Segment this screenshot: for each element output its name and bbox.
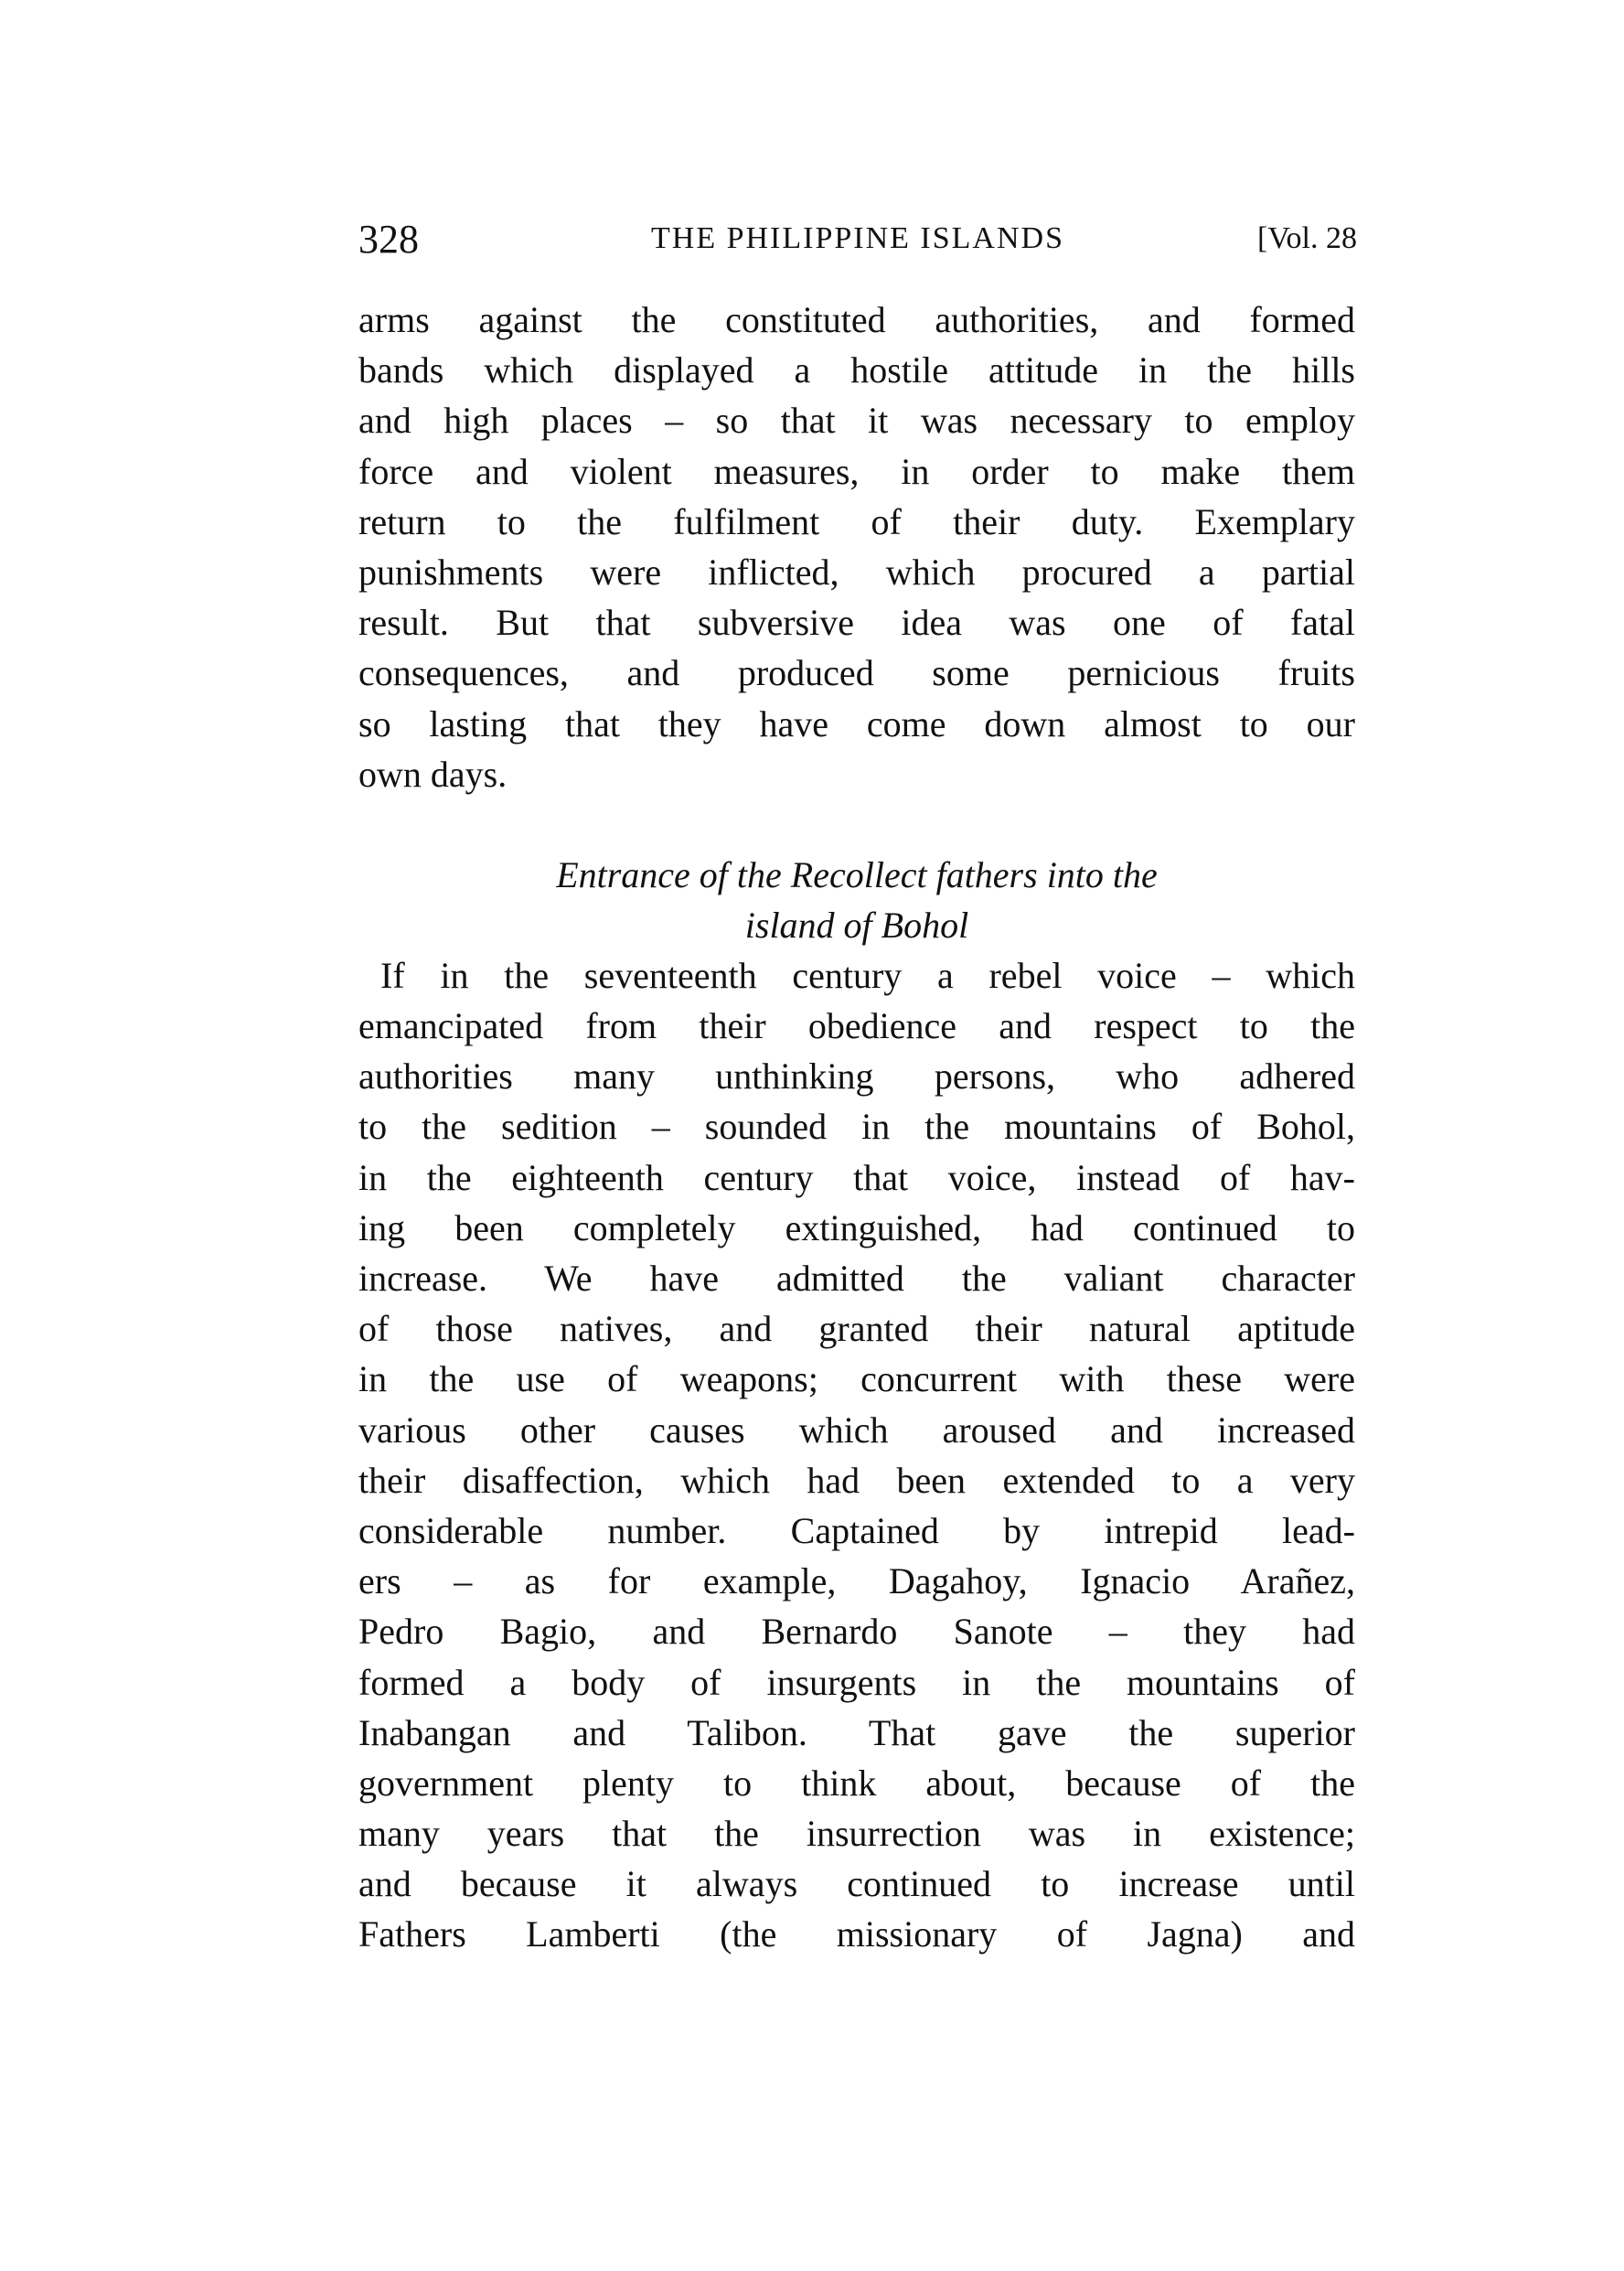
- text-line: Fathers Lamberti (the missionary of Jagna) and: [358, 1913, 1355, 1955]
- section-heading-line-1: Entrance of the Recollect fathers into the: [556, 853, 1158, 895]
- text-line: and because it always continued to increase until: [358, 1863, 1355, 1905]
- text-line: own days.: [358, 753, 508, 795]
- text-line: their disaffection, which had been extended to a very: [358, 1459, 1355, 1501]
- text-line: considerable number. Captained by intrepid lead-: [358, 1509, 1355, 1551]
- text-line: and high places – so that it was necessary to employ: [358, 400, 1355, 442]
- text-line: Inabangan and Talibon. That gave the superior: [358, 1711, 1355, 1753]
- paragraph-1: [358, 295, 1355, 799]
- page-body: [358, 295, 1355, 1960]
- text-line: bands which displayed a hostile attitude in the hills: [358, 349, 1355, 391]
- running-header: [358, 216, 1357, 271]
- text-line: many years that the insurrection was in existence;: [358, 1813, 1355, 1855]
- text-line: formed a body of insurgents in the mountains of: [358, 1661, 1355, 1703]
- text-line: of those natives, and granted their natural aptitude: [358, 1308, 1355, 1350]
- text-line: various other causes which aroused and increased: [358, 1409, 1355, 1451]
- text-line: increase. We have admitted the valiant character: [358, 1258, 1355, 1299]
- text-line: so lasting that they have come down almost to our: [358, 702, 1355, 745]
- page-number: 328: [358, 217, 419, 262]
- text-line: result. But that subversive idea was one of fatal: [358, 602, 1355, 644]
- running-title: THE PHILIPPINE ISLANDS: [651, 221, 1064, 255]
- section-heading: [358, 850, 1355, 950]
- text-line: consequences, and produced some pernicious fruits: [358, 652, 1355, 694]
- section-heading-line-2: island of Bohol: [744, 904, 969, 946]
- text-line: force and violent measures, in order to make them: [358, 450, 1355, 492]
- text-line: in the eighteenth century that voice, instead of hav-: [358, 1156, 1355, 1198]
- text-line: return to the fulfilment of their duty. Exemplary: [358, 500, 1355, 542]
- text-line: If in the seventeenth century a rebel voice – which: [380, 954, 1355, 996]
- text-line: ers – as for example, Dagahoy, Ignacio Arañez,: [358, 1560, 1355, 1602]
- text-line: to the sedition – sounded in the mountains of Bohol,: [358, 1106, 1355, 1148]
- text-line: authorities many unthinking persons, who adhered: [358, 1055, 1355, 1098]
- text-line: arms against the constituted authorities, and formed: [358, 299, 1355, 340]
- text-line: in the use of weapons; concurrent with these were: [358, 1358, 1355, 1400]
- text-line: government plenty to think about, because of the: [358, 1762, 1355, 1804]
- text-line: Pedro Bagio, and Bernardo Sanote – they had: [358, 1611, 1355, 1653]
- text-line: emancipated from their obedience and respect to the: [358, 1005, 1355, 1047]
- text-line: ing been completely extinguished, had continued to: [358, 1206, 1355, 1248]
- paragraph-2: [358, 950, 1355, 1960]
- text-line: punishments were inflicted, which procured a partial: [358, 551, 1355, 593]
- volume-label: [Vol. 28: [1257, 221, 1357, 255]
